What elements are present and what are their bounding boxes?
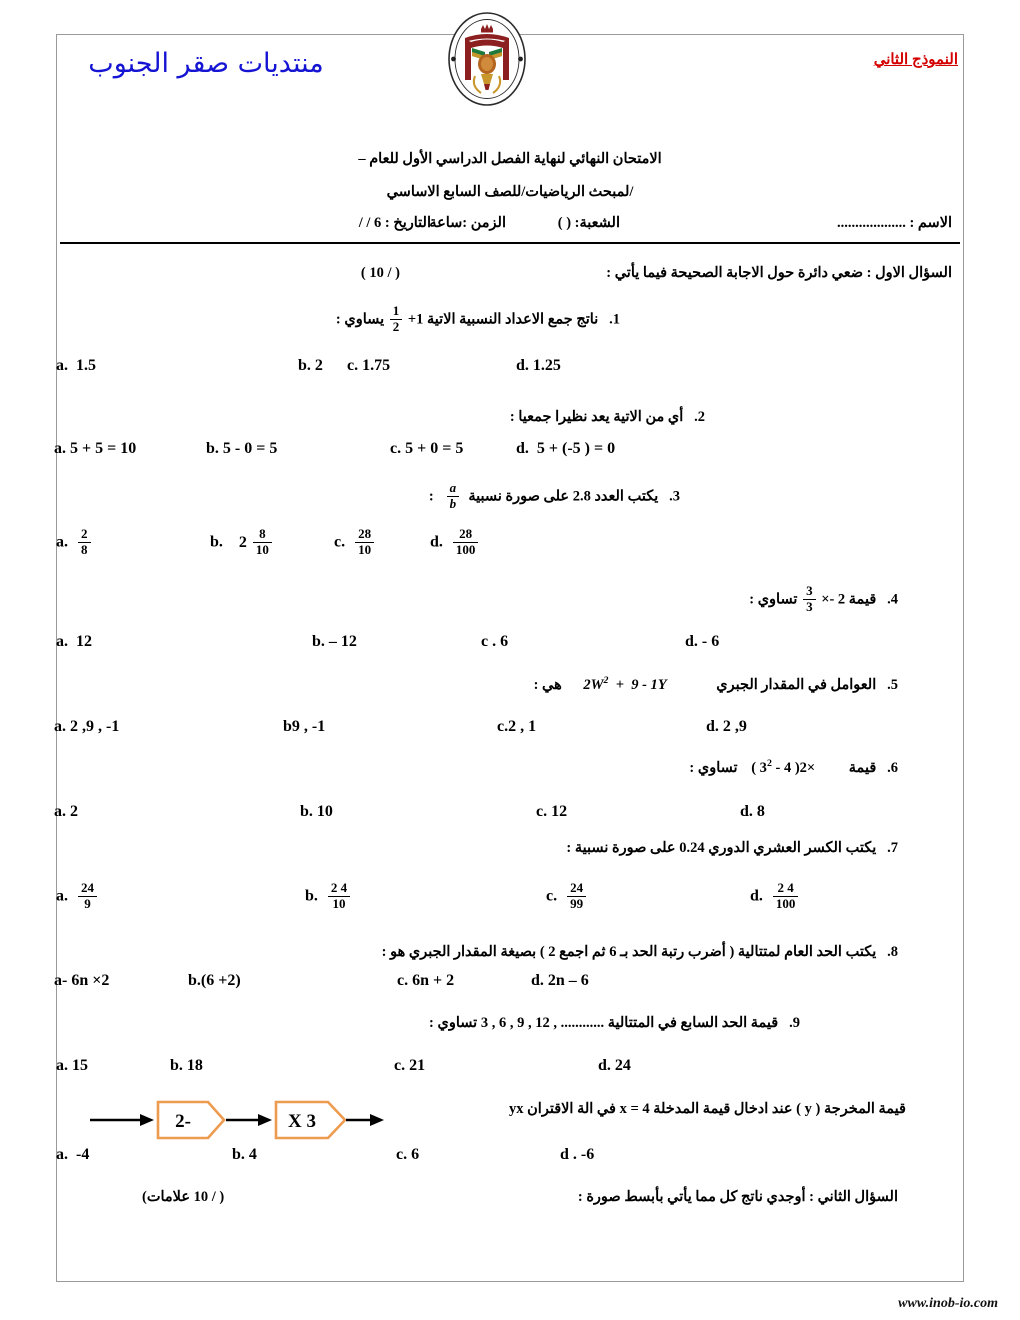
option-d[interactable]: d. 5 + (-5 ) = 0 <box>516 440 616 458</box>
option-b[interactable]: b. 18 <box>170 1057 203 1075</box>
exam-title-line-2: /لمبحث الرياضيات/للصف السابع الاساسي <box>386 184 634 200</box>
option-a[interactable]: a. 12 <box>56 633 92 651</box>
option-b[interactable]: b. $\frac{2 4}{10}$ <box>305 882 542 912</box>
question-5-stem: 5. العوامل في المقدار الجبري $2W^2 + 9 - 1Y$ هي : <box>533 675 898 693</box>
option-d[interactable]: d. 8 <box>740 803 765 821</box>
question-10-stem: قيمة المخرجة ( y ) عند ادخال قيمة المدخلة 4 = x في الة الاقتران yx <box>509 1101 906 1117</box>
option-a[interactable]: a. $\frac{2}{8}$ <box>56 528 206 558</box>
option-a[interactable]: a. 2 <box>54 803 78 821</box>
svg-text:X 3: X 3 <box>288 1111 316 1132</box>
section-field[interactable]: الشعبة: ( ) <box>557 215 620 231</box>
question-4-options <box>56 633 719 651</box>
option-d[interactable]: d. 2n – 6 <box>531 972 589 990</box>
option-b[interactable]: b.(6 +2) <box>188 972 241 990</box>
option-c-fraction: $\frac{24}{99}$ <box>567 881 586 911</box>
option-a[interactable]: a. 15 <box>56 1057 88 1075</box>
jordan-ministry-of-education-emblem <box>441 8 533 110</box>
question-9-stem: 9. قيمة الحد السابع في المتتالية ............ , 12 , 9 , 6 , 3 تساوي : <box>429 1015 800 1031</box>
option-c[interactable]: c. 5 + 0 = 5 <box>390 440 464 458</box>
option-c[interactable]: c. 6 <box>396 1146 420 1164</box>
option-c[interactable]: c. 1.75 <box>347 357 391 375</box>
question-8-stem: 8. يكتب الحد العام لمتتالية ( أضرب رتبة الحد بـ 6 ثم اجمع 2 ) بصيغة المقدار الجبري هو : <box>381 944 898 960</box>
question-10-options <box>56 1146 594 1164</box>
option-d[interactable]: d. 1.25 <box>516 357 561 375</box>
option-a[interactable]: a. 2 ,9 , -1 <box>54 718 120 736</box>
option-c[interactable]: c.2 , 1 <box>497 718 537 736</box>
option-c-fraction: $\frac{28}{10}$ <box>355 527 374 557</box>
question-1-options <box>56 357 561 375</box>
header-divider <box>60 242 960 244</box>
option-b-fraction: $\frac{2 4}{10}$ <box>328 881 350 911</box>
option-c[interactable]: c . 6 <box>481 633 509 651</box>
student-name-field[interactable]: الاسم : ................... <box>836 215 952 231</box>
option-b-fraction: $\frac{8}{10}$ <box>253 527 272 557</box>
question-2-options <box>54 440 615 458</box>
question-6-stem: 6. قيمة ( $3^2 - 4$ )2× تساوي : <box>689 758 898 776</box>
option-c[interactable]: c. $\frac{28}{10}$ <box>334 528 426 558</box>
date-field[interactable]: التاريخ : 6 / / <box>358 215 431 231</box>
option-a[interactable]: a. $\frac{24}{9}$ <box>56 882 301 912</box>
option-c[interactable]: c. 21 <box>394 1057 426 1075</box>
option-b[interactable]: b9 , -1 <box>283 718 326 736</box>
option-d-fraction: $\frac{2 4}{100}$ <box>773 881 799 911</box>
option-c[interactable]: c. $\frac{24}{99}$ <box>546 882 746 912</box>
option-d[interactable]: d. 2 ,9 <box>706 718 747 736</box>
option-a[interactable]: a. 1.5 <box>56 357 96 375</box>
section2-heading: السؤال الثاني : أوجدي ناتج كل مما يأتي بأبسط صورة : <box>577 1189 898 1205</box>
question-3-stem: 3. يكتب العدد 2.8 على صورة نسبية $\frac{a}{b}$ : <box>428 480 680 511</box>
question-1-fraction: $\frac{1}{2}$ <box>390 304 403 334</box>
section1-marks: ( / 10 ) <box>360 265 400 281</box>
question-5-expression: $2W^2 + 9 - 1Y$ <box>583 675 667 693</box>
forum-watermark: منتديات صقر الجنوب <box>88 48 324 79</box>
option-d[interactable]: d. $\frac{28}{100}$ <box>430 528 480 558</box>
function-machine-diagram <box>88 1096 388 1144</box>
question-2-stem: 2. أي من الاتية يعد نظيرا جمعيا : <box>509 409 705 425</box>
exam-title-line-1: الامتحان النهائي لنهاية الفصل الدراسي الأول للعام – <box>358 151 662 167</box>
question-1-stem: 1. ناتج جمع الاعداد النسبية الاتية 1+ $\frac{1}{2}$ يساوي : <box>335 303 620 334</box>
section2-marks: ( / 10 علامات) <box>142 1189 225 1205</box>
option-a-fraction: $\frac{2}{8}$ <box>78 527 91 557</box>
option-d[interactable]: d. - 6 <box>685 633 720 651</box>
option-a[interactable]: a- 6n ×2 <box>54 972 110 990</box>
question-4-fraction: $\frac{3}{3}$ <box>803 584 816 614</box>
question-7-stem: 7. يكتب الكسر العشري الدوري 0.24 على صورة نسبية : <box>566 840 898 856</box>
option-a[interactable]: a. -4 <box>56 1146 90 1164</box>
option-b[interactable]: b. – 12 <box>312 633 357 651</box>
question-8-options <box>54 972 589 990</box>
duration-label: الزمن :ساعة <box>429 215 506 231</box>
option-a[interactable]: a. 5 + 5 = 10 <box>54 440 137 458</box>
option-d[interactable]: d. $\frac{2 4}{100}$ <box>750 882 800 912</box>
question-5-options <box>54 718 747 736</box>
option-c[interactable]: c. 12 <box>536 803 568 821</box>
question-3-fraction: $\frac{a}{b}$ <box>447 481 460 511</box>
option-d-fraction: $\frac{28}{100}$ <box>453 527 479 557</box>
footer-website-url[interactable]: www.inob-io.com <box>898 1296 998 1311</box>
question-9-options <box>56 1057 631 1075</box>
question-7-options <box>56 882 800 912</box>
option-d[interactable]: d . -6 <box>560 1146 595 1164</box>
option-b[interactable]: b. 2 <box>298 357 323 375</box>
question-6-expression: ( $3^2 - 4$ )2× <box>751 758 816 776</box>
option-b[interactable]: b. 2 $\frac{8}{10}$ <box>210 528 330 558</box>
option-b[interactable]: b. 4 <box>232 1146 257 1164</box>
option-a-fraction: $\frac{24}{9}$ <box>78 881 97 911</box>
option-c[interactable]: c. 6n + 2 <box>397 972 455 990</box>
svg-text:-2: -2 <box>175 1111 191 1132</box>
question-4-stem: 4. قيمة 2 -× $\frac{3}{3}$ تساوي : <box>749 583 898 614</box>
question-3-options <box>56 528 480 558</box>
question-6-options <box>54 803 765 821</box>
section1-heading: السؤال الاول : ضعي دائرة حول الاجابة الصحيحة فيما يأتي : <box>606 265 952 281</box>
option-b[interactable]: b. 10 <box>300 803 333 821</box>
option-d[interactable]: d. 24 <box>598 1057 631 1075</box>
student-info-row <box>64 215 956 239</box>
option-b[interactable]: b. 5 - 0 = 5 <box>206 440 278 458</box>
model-label: النموذج الثاني <box>873 52 958 68</box>
